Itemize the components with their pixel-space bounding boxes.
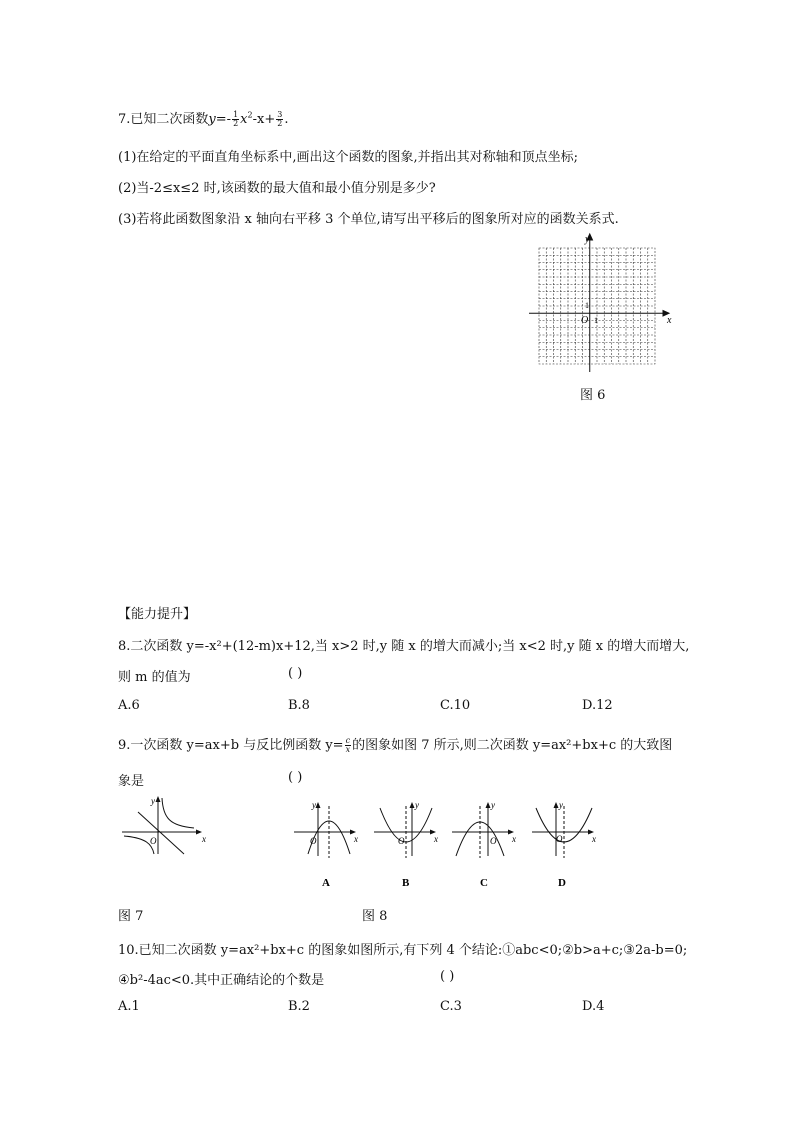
fig8-d-x: x	[592, 834, 596, 844]
fig8-option-a-graph	[294, 800, 358, 889]
q7-formula-x: x	[240, 112, 248, 127]
q10-line2: ④b²-4ac<0.其中正确结论的个数是	[118, 973, 325, 988]
fig7-line	[138, 812, 184, 854]
fig7-origin: O	[150, 836, 157, 846]
fig8-a-y: y	[312, 800, 316, 810]
q7-part3: (3)若将此函数图象沿 x 轴向右平移 3 个单位,请写出平移后的图象所对应的函数关系式.	[118, 212, 619, 227]
q9-line1-prefix: 9.一次函数 y=ax+b 与反比例函数 y=	[118, 738, 344, 753]
q7-stem	[118, 108, 288, 128]
q10-option-a: A.1	[118, 999, 140, 1014]
q8-option-b: B.8	[288, 698, 310, 713]
figure6-coordinate-grid	[525, 232, 675, 372]
q7-formula-mid: -x+	[252, 112, 276, 127]
q9-answer-blank: ( )	[288, 770, 303, 785]
q8-option-a: A.6	[118, 698, 140, 713]
fig8-d-y: y	[559, 800, 563, 810]
q10-line1: 10.已知二次函数 y=ax²+bx+c 的图象如图所示,有下列 4 个结论:①abc<0;②b>a+c;③2a-b=0;	[118, 943, 688, 958]
q8-answer-blank: ( )	[288, 666, 303, 681]
q8-line2: 则 m 的值为	[118, 670, 191, 685]
fig8-label-c: C	[480, 877, 488, 889]
fig7-y-label: y	[151, 796, 155, 806]
q10-option-c: C.3	[440, 999, 462, 1014]
q7-part1: (1)在给定的平面直角坐标系中,画出这个函数的图象,并指出其对称轴和顶点坐标;	[118, 150, 579, 165]
fig8-a-x: x	[354, 834, 358, 844]
fig8-b-x: x	[434, 834, 438, 844]
q7-formula-end: .	[284, 112, 289, 127]
fig8-d-o: O	[556, 834, 563, 844]
fig8-c-o: O	[490, 836, 497, 846]
fig8-option-b-graph	[374, 800, 438, 889]
fig7-hyperbola-right	[162, 798, 194, 828]
fig8-b-y: y	[415, 800, 419, 810]
figure7-caption: 图 7	[118, 909, 144, 924]
q10-option-d: D.4	[582, 999, 605, 1014]
q7-formula-sq: 2	[247, 110, 253, 120]
section-heading: 【能力提升】	[118, 607, 197, 622]
q7-frac1-den: 2	[233, 119, 239, 128]
q7-frac1	[232, 111, 239, 128]
q9-frac-den: x	[345, 745, 351, 754]
figure8-caption: 图 8	[362, 909, 388, 924]
q10-answer-blank: ( )	[440, 969, 455, 984]
fig8-b-o: O	[398, 836, 405, 846]
fig7-x-label: x	[202, 834, 206, 844]
q9-frac	[345, 737, 351, 754]
q9-frac-num: c	[345, 736, 351, 745]
q7-frac1-num: 1	[233, 110, 239, 119]
fig6-unit-x: 1	[594, 316, 598, 325]
q7-part2: (2)当-2≤x≤2 时,该函数的最大值和最小值分别是多少?	[118, 181, 436, 196]
fig8-label-b: B	[402, 877, 410, 889]
q7-formula-eq: =-	[215, 112, 232, 127]
fig8-a-o: O	[310, 836, 317, 846]
q9-line1	[118, 734, 672, 754]
fig8-c-x: x	[512, 834, 516, 844]
q8-option-d: D.12	[582, 698, 613, 713]
q9-line2: 象是	[118, 774, 145, 789]
fig8-label-d: D	[558, 877, 566, 889]
q10-option-b: B.2	[288, 999, 310, 1014]
figure8-options	[292, 798, 612, 890]
fig6-origin-label: O	[581, 315, 589, 326]
fig8-option-d-graph	[532, 800, 596, 889]
q7-stem-prefix: 7.已知二次函数	[118, 112, 209, 127]
q7-frac2-num: 3	[277, 110, 283, 119]
q7-frac2	[276, 111, 283, 128]
q7-frac2-den: 2	[277, 119, 283, 128]
fig8-option-c-graph	[452, 800, 516, 889]
figure7-graph	[118, 794, 208, 858]
q9-line1-suffix: 的图象如图 7 所示,则二次函数 y=ax²+bx+c 的大致图	[352, 738, 673, 753]
fig6-y-label: y	[585, 234, 590, 245]
fig8-c-y: y	[491, 800, 495, 810]
figure6-caption: 图 6	[580, 388, 606, 403]
fig8-label-a: A	[322, 877, 330, 889]
q8-line1: 8.二次函数 y=-x²+(12-m)x+12,当 x>2 时,y 随 x 的增大而减小;当 x<2 时,y 随 x 的增大而增大,	[118, 639, 690, 654]
q8-option-c: C.10	[440, 698, 471, 713]
fig6-x-label: x	[667, 315, 672, 326]
fig6-unit-y: 1	[585, 301, 589, 310]
q7-formula-y: y	[208, 112, 216, 127]
